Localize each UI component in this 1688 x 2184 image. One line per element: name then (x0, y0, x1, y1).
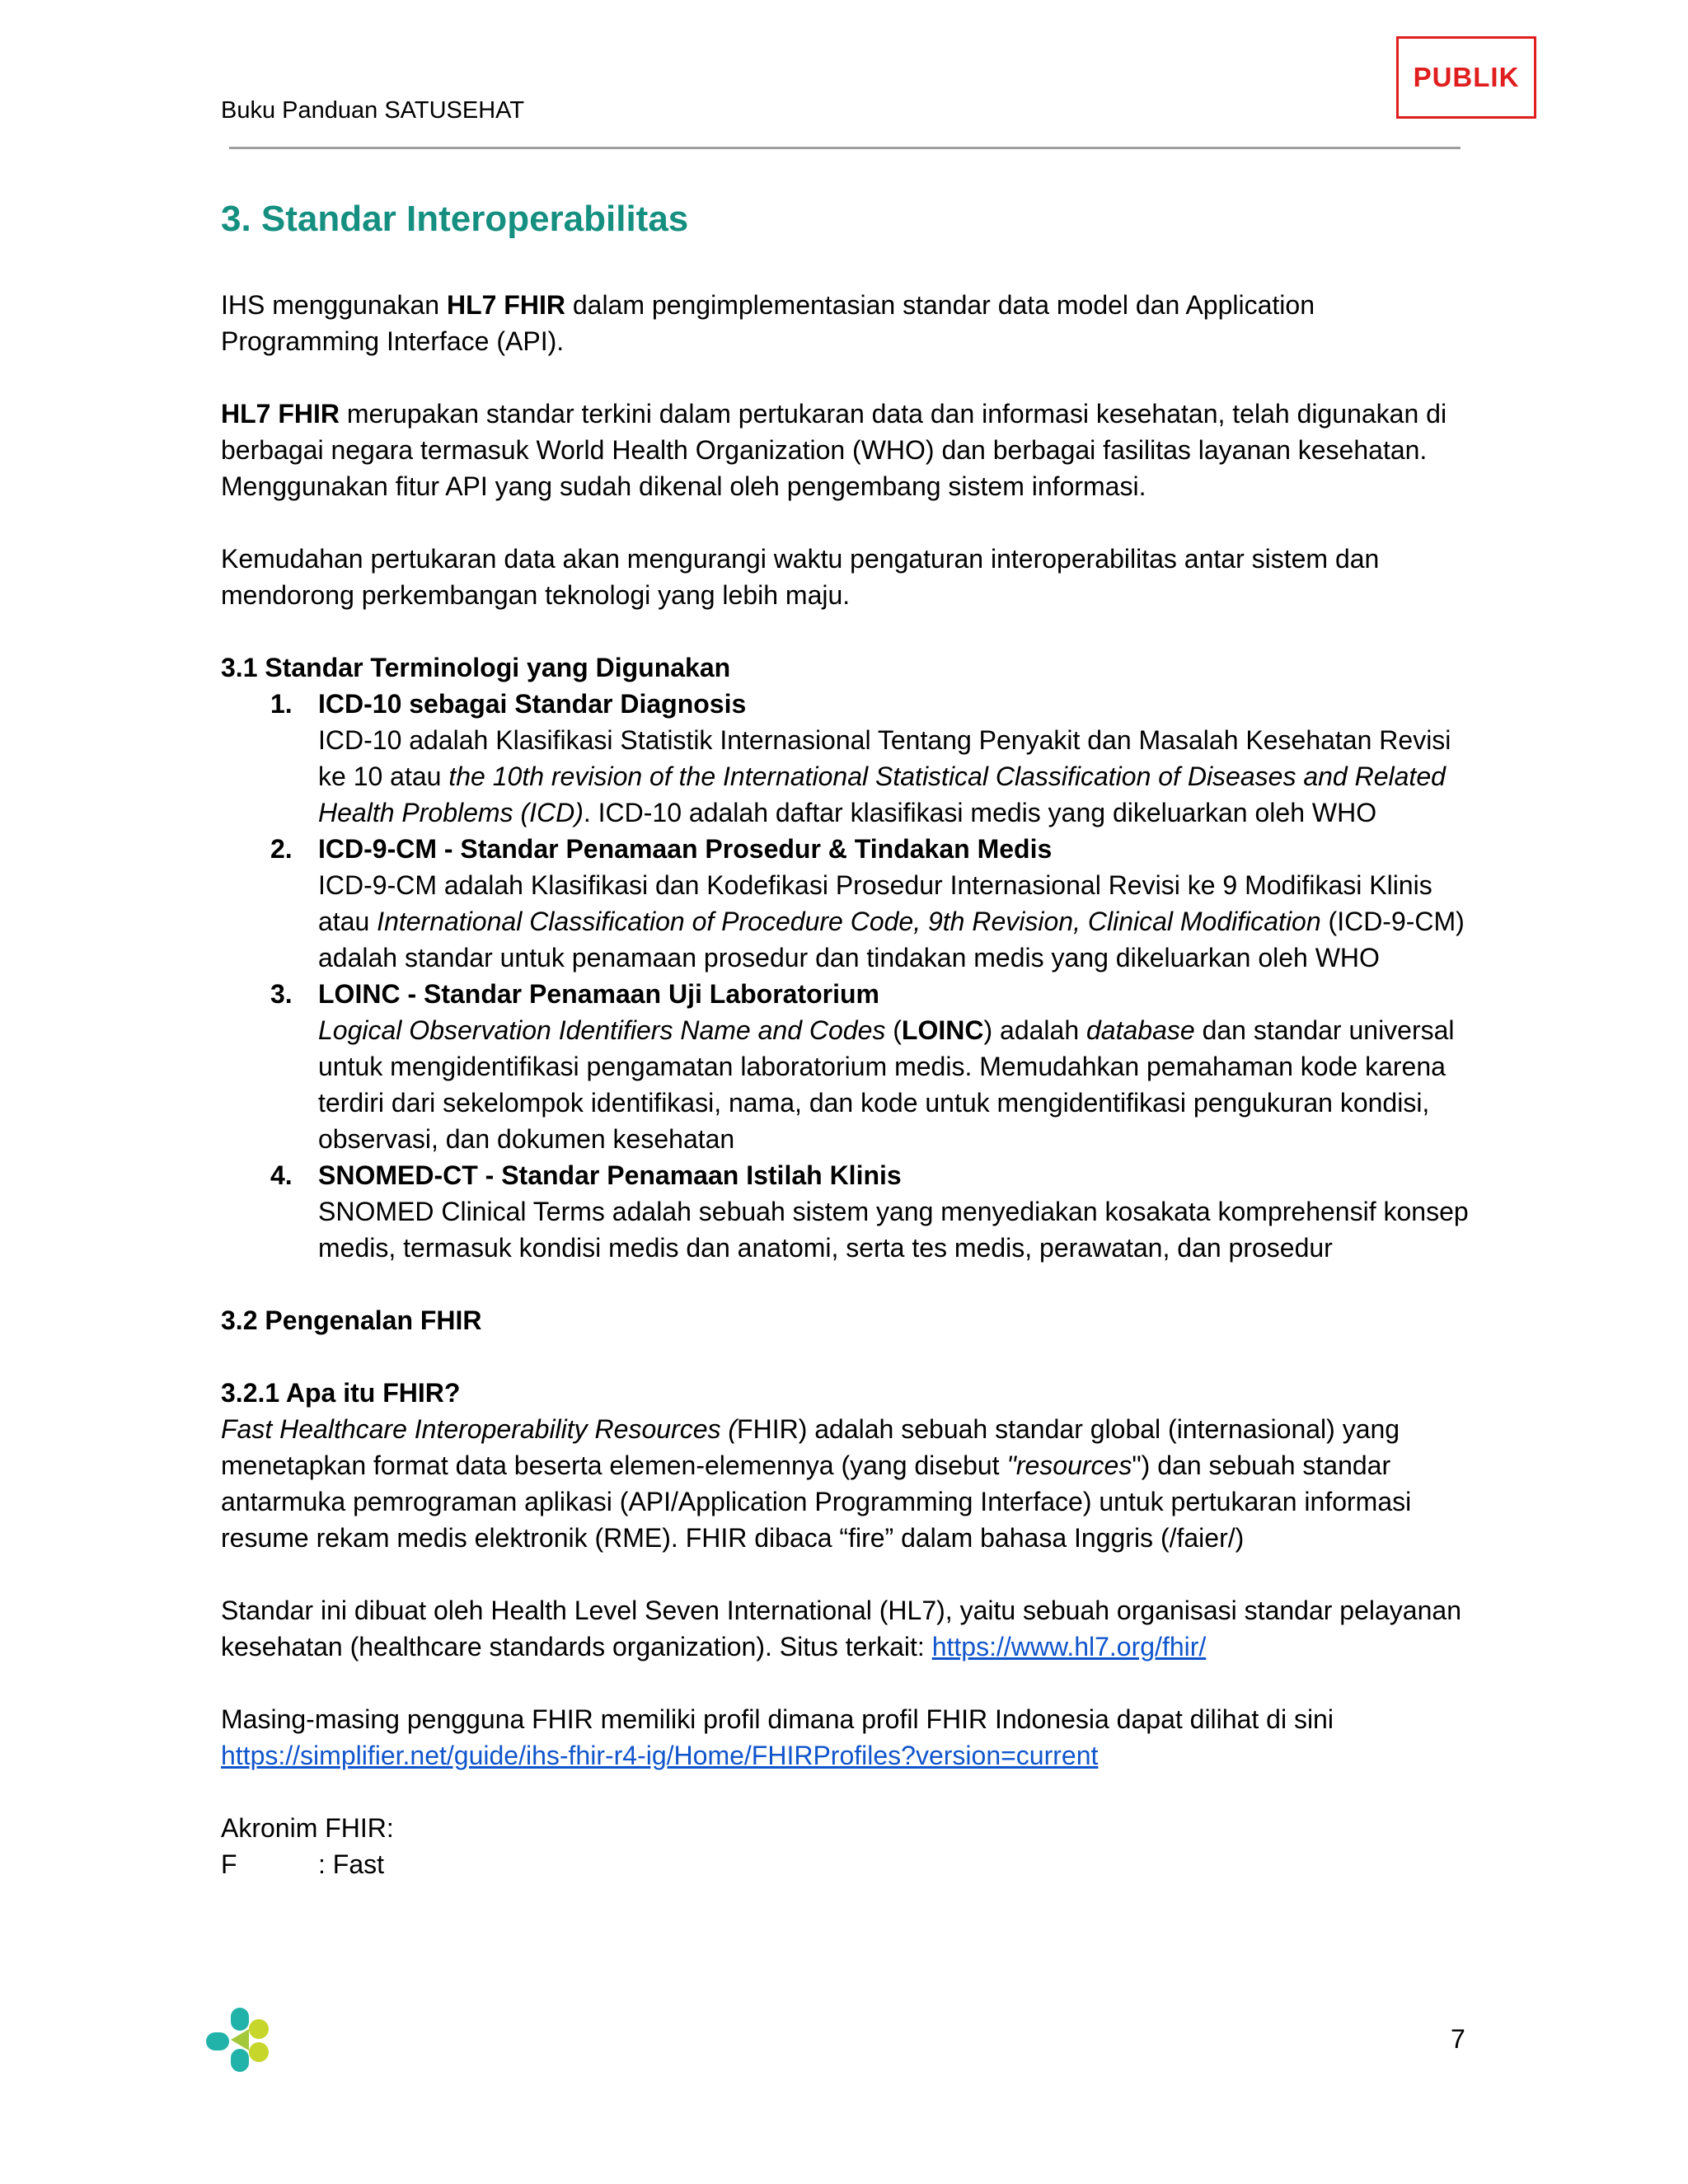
list-item-title: ICD-9-CM - Standar Penamaan Prosedur & Tindakan Medis (318, 834, 1053, 864)
acronym-label: Akronim FHIR: (221, 1813, 394, 1843)
page-number: 7 (1451, 2024, 1465, 2054)
subsection-heading-3-2: 3.2 Pengenalan FHIR (221, 1305, 482, 1335)
simplifier-profiles-link[interactable]: https://simplifier.net/guide/ihs-fhir-r4-ig/Home/FHIRProfiles?version=current (221, 1741, 1099, 1770)
acronym-row (221, 1846, 1474, 1882)
list-item: 2. ICD-9-CM - Standar Penamaan Prosedur & Tindakan Medis ICD-9-CM adalah Klasifikasi dan Kodefikasi Prosedur Internasional Revisi ke 9 Modifikasi Klinis atau International Classification of Procedure Code, 9th Revision, Clinical Modification (ICD-9-CM) adalah standar untuk penamaan prosedur dan tindakan medis yang dikeluarkan oleh WHO (221, 831, 1474, 976)
page-content (221, 191, 1474, 1882)
subsection-heading-3-1: 3.1 Standar Terminologi yang Digunakan (221, 653, 731, 682)
document-header-title: Buku Panduan SATUSEHAT (221, 97, 525, 124)
classification-badge: PUBLIK (1396, 36, 1536, 119)
list-item-body: ICD-9-CM adalah Klasifikasi dan Kodefikasi Prosedur Internasional Revisi ke 9 Modifikasi Klinis atau International Classification of Procedure Code, 9th Revision, Clinical Modification (ICD-9-CM) adalah standar untuk penamaan prosedur dan tindakan medis yang dikeluarkan oleh WHO (318, 870, 1465, 972)
list-item: 1. ICD-10 sebagai Standar Diagnosis ICD-10 adalah Klasifikasi Statistik Internasional Tentang Penyakit dan Masalah Kesehatan Revisi ke 10 atau the 10th revision of the International Statistical Classification of Diseases and Related Health Problems (ICD). ICD-10 adalah daftar klasifikasi medis yang dikeluarkan oleh WHO (221, 686, 1474, 831)
list-item-body: ICD-10 adalah Klasifikasi Statistik Internasional Tentang Penyakit dan Masalah Kesehatan Revisi ke 10 atau the 10th revision of the International Statistical Classification of Diseases and Related Health Problems (ICD). ICD-10 adalah daftar klasifikasi medis yang dikeluarkan oleh WHO (318, 725, 1451, 827)
intro-paragraph-1: IHS menggunakan HL7 FHIR dalam pengimplementasian standar data model dan Application Programming Interface (API). (221, 290, 1315, 356)
fhir-definition-paragraph: Fast Healthcare Interoperability Resources (FHIR) adalah sebuah standar global (internasional) yang menetapkan format data beserta elemen-elemennya (yang disebut "resources") dan sebuah standar antarmuka pemrograman aplikasi (API/Application Programming Interface) untuk pertukaran informasi resume rekam medis elektronik (RME). FHIR dibaca “fire” dalam bahasa Inggris (/faier/) (221, 1414, 1412, 1553)
header-divider (229, 147, 1461, 149)
terminology-list (221, 686, 1474, 1266)
list-item-title: ICD-10 sebagai Standar Diagnosis (318, 689, 747, 719)
hl7-fhir-link[interactable]: https://www.hl7.org/fhir/ (931, 1632, 1207, 1661)
list-item-title: LOINC - Standar Penamaan Uji Laboratorium (318, 979, 879, 1009)
hl7-paragraph: Standar ini dibuat oleh Health Level Seven International (HL7), yaitu sebuah organisasi standar pelayanan kesehatan (healthcare standards organization). Situs terkait: https://www.hl7.org/fhir/ (221, 1596, 1461, 1661)
profile-paragraph: Masing-masing pengguna FHIR memiliki profil dimana profil FHIR Indonesia dapat dilihat di sini https://simplifier.net/guide/ihs-fhir-r4-ig/Home/FHIRProfiles?version=current (221, 1704, 1334, 1770)
acronym-letter: F (221, 1849, 237, 1879)
list-item-body: Logical Observation Identifiers Name and Codes (LOINC) adalah database dan standar universal untuk mengidentifikasi pengamatan laboratorium medis. Memudahkan pemahaman kode karena terdiri dari sekelompok identifikasi, nama, dan kode untuk mengidentifikasi pengukuran kondisi, observasi, dan dokumen kesehatan (318, 1015, 1455, 1154)
list-item-title: SNOMED-CT - Standar Penamaan Istilah Klinis (318, 1160, 902, 1190)
list-item-body: SNOMED Clinical Terms adalah sebuah sistem yang menyediakan kosakata komprehensif konsep medis, termasuk kondisi medis dan anatomi, serta tes medis, perawatan, dan prosedur (318, 1197, 1469, 1263)
list-item: 4. SNOMED-CT - Standar Penamaan Istilah Klinis SNOMED Clinical Terms adalah sebuah sistem yang menyediakan kosakata komprehensif konsep medis, termasuk kondisi medis dan anatomi, serta tes medis, perawatan, dan prosedur (221, 1157, 1474, 1266)
subsection-heading-3-2-1: 3.2.1 Apa itu FHIR? (221, 1378, 461, 1408)
acronym-meaning: : Fast (318, 1849, 385, 1879)
intro-paragraph-3: Kemudahan pertukaran data akan mengurangi waktu pengaturan interoperabilitas antar sistem dan mendorong perkembangan teknologi yang lebih maju. (221, 544, 1380, 610)
intro-paragraph-2: HL7 FHIR merupakan standar terkini dalam pertukaran data dan informasi kesehatan, telah digunakan di berbagai negara termasuk World Health Organization (WHO) dan berbagai fasilitas layanan kesehatan. Menggunakan fitur API yang sudah dikenal oleh pengembang sistem informasi. (221, 399, 1447, 501)
section-title: 3. Standar Interoperabilitas (221, 199, 689, 239)
list-item: 3. LOINC - Standar Penamaan Uji Laboratorium Logical Observation Identifiers Name and Codes (LOINC) adalah database dan standar universal untuk mengidentifikasi pengamatan laboratorium medis. Memudahkan pemahaman kode karena terdiri dari sekelompok identifikasi, nama, dan kode untuk mengidentifikasi pengukuran kondisi, observasi, dan dokumen kesehatan (221, 976, 1474, 1157)
kemenkes-logo-icon (201, 2003, 275, 2077)
